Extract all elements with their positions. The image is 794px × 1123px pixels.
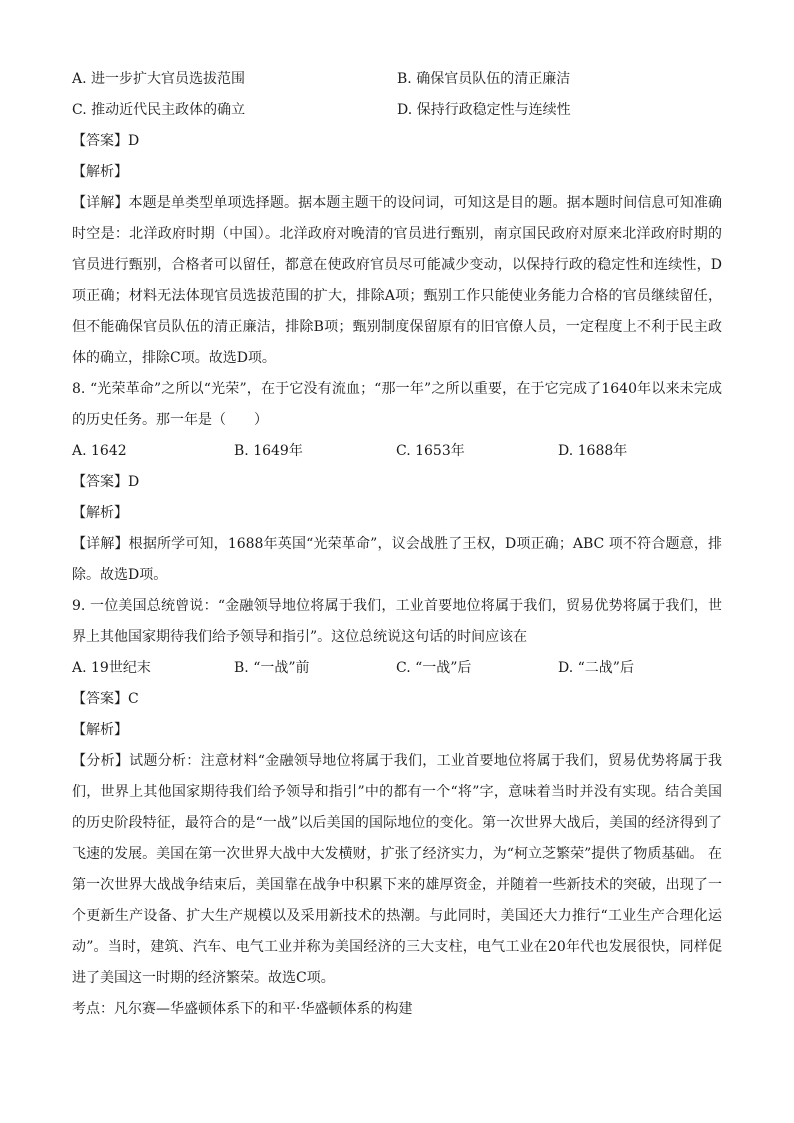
q7-options-row-1 [72,64,722,95]
q9-analysis-label: 【解析】 [72,722,128,738]
q9-options [72,653,722,684]
q7-option-b: B. 确保官员队伍的清正廉洁 [397,71,571,87]
q8-detail [72,529,722,591]
q9-fenxi [72,746,722,994]
fenxi-text: 试题分析：注意材料“金融领导地位将属于我们，工业首要地位将属于我们，贸易优势将属于我们，世界上其他国家期待我们给予领导和指引”中的都有一个“将”字，意味着当时并没有实现。结合美国的历史阶段特征，最符合的是“一战”以后美国的国际地位的变化。第一次世界大战后，美国的经济得到了飞速的发展。美国在第一次世界大战中大发横财，扩张了经济实力，为“柯立芝繁荣”提供了物质基础。 在第一次世界大战战争结束后，美国靠在战争中积累下来的雄厚资金，并随着一些新技术的突破，出现了一个更新生产设备、扩大生产规模以及采用新技术的热潮。与此同时，美国还大力推行“工业生产合理化运动”。当时，建筑、汽车、电气工业并称为美国经济的三大支柱，电气工业在20年代也发展很快，同样促进了美国这一时期的经济繁荣。故选C项。 [72,753,723,986]
answer-value: D [128,133,140,149]
q8-option-c: C. 1653年 [396,443,465,459]
document-page [72,64,722,1025]
q8-stem: 8. “光荣革命”之所以“光荣”，在于它没有流血；“那一年”之所以重要，在于它完成了1640年以来未完成的历史任务。那一年是（ ） [72,381,722,428]
detail-label: 【详解】 [72,195,129,211]
q8-options [72,436,722,467]
answer-label: 【答案】 [72,691,128,707]
detail-text: 根据所学可知，1688年英国“光荣革命”，议会战胜了王权，D项正确；ABC 项不符合题意，排除。故选D项。 [72,536,722,583]
q7-detail [72,188,722,374]
q9-option-a: A. 19世纪末 [72,660,151,676]
q9-kaodian: 考点：凡尔赛—华盛顿体系下的和平·华盛顿体系的构建 [72,1001,413,1017]
q9-option-c: C. “一战”后 [396,660,472,676]
q9-stem: 9. 一位美国总统曾说：“金融领导地位将属于我们，工业首要地位将属于我们，贸易优势将属于我们，世界上其他国家期待我们给予领导和指引”。这位总统说这句话的时间应该在 [72,598,722,645]
q7-option-d: D. 保持行政稳定性与连续性 [397,102,571,118]
answer-label: 【答案】 [72,474,128,490]
q8-analysis-label: 【解析】 [72,505,128,521]
q9-option-b: B. “一战”前 [234,660,310,676]
q9-option-d: D. “二战”后 [558,660,634,676]
q8-option-a: A. 1642 [72,443,127,459]
q7-answer [72,126,722,157]
q8-answer [72,467,722,498]
q7-options-row-2 [72,95,722,126]
q7-option-c: C. 推动近代民主政体的确立 [72,102,246,118]
q8-option-d: D. 1688年 [558,443,628,459]
q7-analysis-label: 【解析】 [72,164,128,180]
q7-option-a: A. 进一步扩大官员选拔范围 [72,71,246,87]
answer-value: D [128,474,140,490]
detail-label: 【详解】 [72,536,129,552]
detail-text: 本题是单类型单项选择题。据本题主题干的设问词，可知这是目的题。据本题时间信息可知准确时空是：北洋政府时期（中国）。北洋政府对晚清的官员进行甄别，南京国民政府对原来北洋政府时期的官员进行甄别，合格者可以留任，都意在使政府官员尽可能减少变动，以保持行政的稳定性和连续性，D项正确；材料无法体现官员选拔范围的扩大，排除A项；甄别工作只能使业务能力合格的官员继续留任，但不能确保官员队伍的清正廉洁，排除B项；甄别制度保留原有的旧官僚人员，一定程度上不利于民主政体的确立，排除C项。故选D项。 [72,195,723,366]
answer-label: 【答案】 [72,133,128,149]
fenxi-label: 【分析】 [72,753,130,769]
q9-answer [72,684,722,715]
answer-value: C [128,691,139,707]
q8-option-b: B. 1649年 [234,443,303,459]
